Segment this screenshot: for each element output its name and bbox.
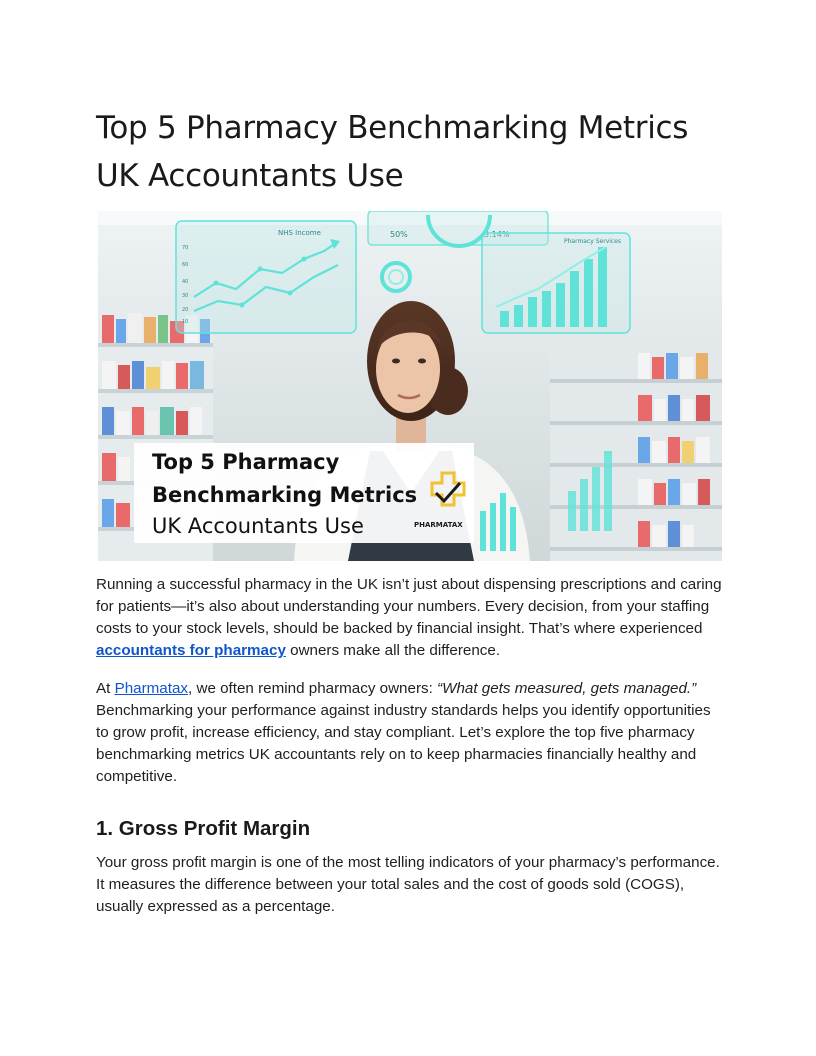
hero-image xyxy=(98,211,722,561)
nhs-income-label: NHS Income xyxy=(278,229,321,237)
logo-text: PHARMATAX xyxy=(414,521,463,529)
hologram-pharmacy-services xyxy=(482,233,630,333)
hologram-nhs-income xyxy=(176,221,356,333)
overlay-title-line2: Benchmarking Metrics xyxy=(152,483,418,507)
section-heading-gross-profit-margin: 1. Gross Profit Margin xyxy=(96,817,311,840)
percent-left-label: 50% xyxy=(390,230,408,239)
pharmatax-link[interactable]: Pharmatax xyxy=(114,680,189,697)
overlay-title-line1: Top 5 Pharmacy xyxy=(152,450,340,474)
accountants-for-pharmacy-link[interactable]: accountants for pharmacy xyxy=(96,642,286,659)
overlay-title-line3: UK Accountants Use xyxy=(152,514,364,538)
intro-text-end: owners make all the difference. xyxy=(285,642,501,659)
shelf-right xyxy=(550,341,722,561)
section1-paragraph: Your gross profit margin is one of the most telling indicators of your pharmacy’s performance. It measures the difference between your total sales and the cost of goods sold (COGS), usually expressed as a percentage. xyxy=(96,854,720,915)
nhs-tick: 20 xyxy=(182,307,189,313)
nhs-tick: 30 xyxy=(182,293,189,299)
nhs-tick: 10 xyxy=(182,319,189,325)
pharmacy-services-label: Pharmacy Services xyxy=(564,238,622,245)
second-middle: , we often remind pharmacy owners: xyxy=(188,680,438,697)
quote-text: “What gets measured, gets managed.” xyxy=(437,680,697,697)
second-paragraph xyxy=(96,678,722,788)
intro-text: Running a successful pharmacy in the UK isn’t just about dispensing prescriptions and caring for patients—it’s also about understanding your numbers. Every decision, from your staffing costs to your stock levels, should be backed by financial insight. That’s where experienced xyxy=(96,576,722,637)
percent-right-label: 3.14% xyxy=(484,230,510,239)
nhs-tick: 60 xyxy=(182,262,189,268)
nhs-tick: 70 xyxy=(182,245,189,251)
intro-paragraph xyxy=(96,574,722,662)
page-title: Top 5 Pharmacy Benchmarking Metrics UK Accountants Use xyxy=(96,110,689,194)
second-prefix: At xyxy=(96,680,115,697)
nhs-tick: 40 xyxy=(182,279,189,285)
second-rest: Benchmarking your performance against industry standards helps you identify opportunities to grow profit, increase efficiency, and stay compliant. Let’s explore the top five pharmacy benchmarking metrics UK accountants rely on to keep pharmacies financially healthy and competitive. xyxy=(96,702,711,785)
